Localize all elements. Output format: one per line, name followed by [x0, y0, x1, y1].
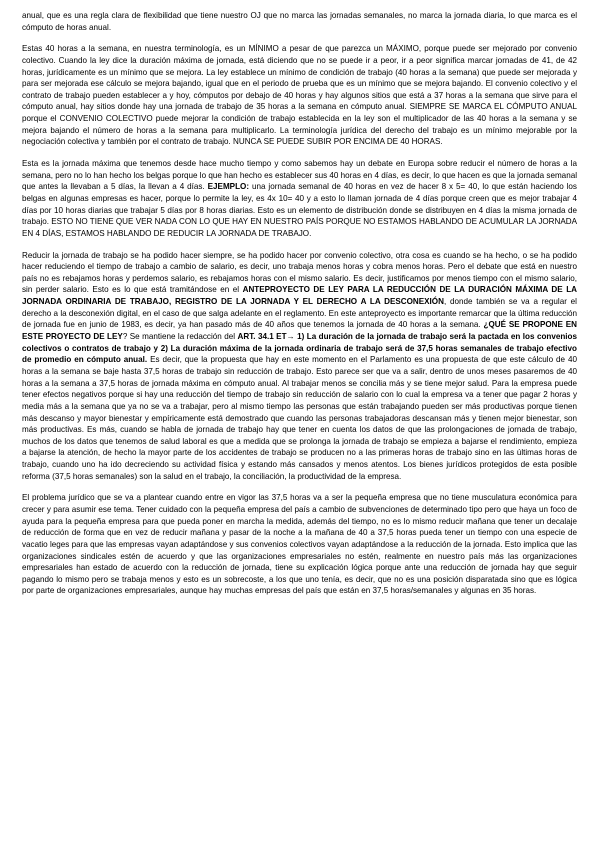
bold-run-art-34: ART. 34.1 ET→ 1) La duración de la jornada de trabajo será la pactada en los convenios colectivos o contratos de trabajo y 2) La duración máxima de la jornada ordinaria de trabajo será de 37,5 horas semanales de trabajo efectivo de promedio en cómputo anual.: [22, 332, 577, 365]
paragraph-1: [22, 10, 577, 33]
paragraph-3: [22, 158, 577, 239]
bold-run-ejemplo: EJEMPLO:: [207, 182, 250, 192]
bold-run-anteproyecto: ANTEPROYECTO DE LEY PARA LA REDUCCIÓN DE LA DURACIÓN MÁXIMA DE LA JORNADA ORDINARIA DE TRABAJO, REGISTRO DE LA JORNADA Y EL DERECHO A LA DESCONEXIÓN: [22, 285, 577, 307]
text-run: ? Se mantiene la redacción del: [122, 332, 238, 342]
paragraph-4: [22, 250, 577, 483]
text-run: una jornada semanal de 40 horas en vez de hacer 8 x 5= 40, lo que están haciendo los belgas en algunas empresas es hacer, porque lo permite la ley, es 4x 10= 40 y a esto lo llaman jornada de 4 días porque creen que es mejor trabajar 4 días por 10 horas diarias que trabajar 5 días por 8 horas diarias. Esto es un elemento de distribución donde se distribuyen en 4 días la misma jornada de trabajo. ESTO NO TIENE QUE VER NADA CON LO QUE HAY EN NUESTRO PAÍS PORQUE NO ESTAMOS HABLANDO DE ACUMULAR LA JORNADA EN 4 DÍAS, ESTAMOS HABLANDO DE REDUCIR LA JORNADA DE TRABAJO.: [22, 182, 577, 238]
text-run: anual, que es una regla clara de flexibilidad que tiene nuestro OJ que no marca las jornadas semanales, no marca la jornada diaria, lo que marca es el cómputo de horas anual.: [22, 11, 577, 32]
text-run: Reducir la jornada de trabajo se ha podido hacer siempre, se ha podido hacer por convenio colectivo, otra cosa es cuando se ha hecho, o se ha podido hacer reduciendo el tiempo de trabajo a cambio de salario, es decir, uno trabaja menos horas y cobra menos horas. Pero el debate que está en nuestro país no es rebajamos horas y perdemos salario, es rebajamos horas con el mismo salario. Es decir, justificamos por menos tiempo con el mismo salario, sin perder salario. Esto es lo que está tramitándose en el: [22, 250, 577, 295]
paragraph-5: [22, 492, 577, 597]
text-run: Esta es la jornada máxima que tenemos desde hace mucho tiempo y como sabemos hay un debate en Europa sobre reducir el número de horas a la semana, pero no lo han hecho los belgas porque lo que han hecho es establecer sus 40 horas en 4 días, es decir, lo que hacen es que la jornada semanal que antes la llevaban a 5 días, la llevan a 4 días.: [22, 159, 577, 192]
text-run: Estas 40 horas a la semana, en nuestra terminología, es un MÍNIMO a pesar de que parezca un MÁXIMO, porque puede ser mejorado por convenio colectivo. Cuando la ley dice la duración máxima de jornada, está diciendo que no se puede ir a peor, ir a peor significa marcar jornadas de 41, de 42 horas, jurídicamente es un mínimo que se mejora. La ley establece un mínimo de condición de trabajo (40 horas a la semana) que puede ser mejorada y para ser mejorada ese cálculo se mejora bajando, igual que en el periodo de prueba que es un mínimo que se mejora bajando. El convenio colectivo y el contrato de trabajo pueden establecer a y hoy, cómputos por debajo de 40 horas y hay algunos sitios que está a 37 horas a la semana que sirve para el cómputo anual, hay sitios donde hay una jornada de trabajo de 35 horas a la semana en cómputo anual. SIEMPRE SE MARCA EL CÓMPUTO ANUAL porque el CONVENIO COLECTIVO puede mejorar la condición de trabajo establecida en la ley son el multiplicador de las 40 horas a la semana y se mejora bajando el número de horas a la semana para multiplicarlo. La terminología jurídica del derecho del trabajo es un mínimo mejorable por la negociación colectiva y también por el contrato de trabajo. NUNCA SE PUEDE SUBIR POR ENCIMA DE 40 HORAS.: [22, 44, 577, 147]
text-run: , donde también se va a regular el derecho a la desconexión digital, en el caso de que salga adelante en el reglamento. En este anteproyecto es importante remarcar que la última reducción de jornada fue en junio de 1983, es decir, ya han pasado más de 40 años que tenemos la jornada de 40 horas a la semana.: [22, 297, 577, 330]
text-run: Es decir, que la propuesta que hay en este momento en el Parlamento es una propuesta de que este cálculo de 40 horas a la semana se baje hasta 37,5 horas de trabajo sin reducción de trabajo. Esto parece ser que va a salir, dentro de unos meses pasaremos de 40 horas a la semana a 37,5 horas de jornada máxima en cómputo anual. Al trabajar menos se concilia más y se tiene mejor salud. Para la empresa puede tener efectos negativos porque si hay una reducción del tiempo de trabajo sin reducción de salario con lo cual la empresa va a tener que pagar 2 horas y media más a la semana que ya no se va a trabajar, pero al mismo tiempo las personas que están trabajando pueden ser más productivas porque tienen más descanso y mayor bienestar y empíricamente está demostrado que cuando las personas trabajadoras descansan más y tienen mejor bienestar, son más productivas. Es más, cuando se habla de jornada de trabajo hay que tener en cuenta los datos de que las prolongaciones de jornada de trabajo, muchos de los datos que tenemos de salud laboral es que a medida que se prolonga la jornada de trabajo se empieza a bajarse el rendimiento, empieza a bajarse la atención, de hecho la mayor parte de los accidentes de trabajo se producen no a las primeras horas de trabajo sino en las últimas horas de trabajo, cuando uno ha ido decreciendo su actividad física y estando más cansados y menos atentos. Los bienes jurídicos protegidos de esta posible reforma (37,5 horas semanales) son la salud en el trabajo, la conciliación, la productividad de la empresa.: [22, 355, 578, 481]
paragraph-2: [22, 43, 577, 148]
bold-run-question: ¿QUÉ SE PROPONE EN ESTE PROYECTO DE LEY: [22, 320, 577, 342]
text-run: El problema jurídico que se va a plantear cuando entre en vigor las 37,5 horas va a ser la pequeña empresa que no tiene musculatura económica para crecer y para asumir ese tema. Tener cuidado con la pequeña empresa del país a cambio de subvenciones de determinado tipo pero que haya un foco de ayuda para la pequeña empresa para que pueda poner en marcha la medida, además del tiempo, no es lo mismo reducir mañana que tener un decalaje de reducción de forma que en vez de reducir mañana y pasar de la noche a la mañana de 40 a 37,5 horas pueda tener un tiempo con una especie de vacatio leges para que las empresas vayan adaptándose y sus convenios colectivos vayan adaptándose a la reducción de la jornada. Esto implica que las organizaciones sindicales estén de acuerdo y que las organizaciones empresariales no estén, realmente en nuestro país más las organizaciones empresariales han estado de acuerdo con la reducción de jornada, tiene su explicación lógica porque ante una reducción de jornada hay que seguir pagando lo mismo pero se trabaja menos y esto es un sobrecoste, a los que uno tenía, es decir, que no es una posición disparatada sino que es lógica por parte de organizaciones empresariales, aunque hay muchas empresas del país que están en 37,5 horas/semanales y algunas en 35 horas.: [22, 493, 577, 596]
